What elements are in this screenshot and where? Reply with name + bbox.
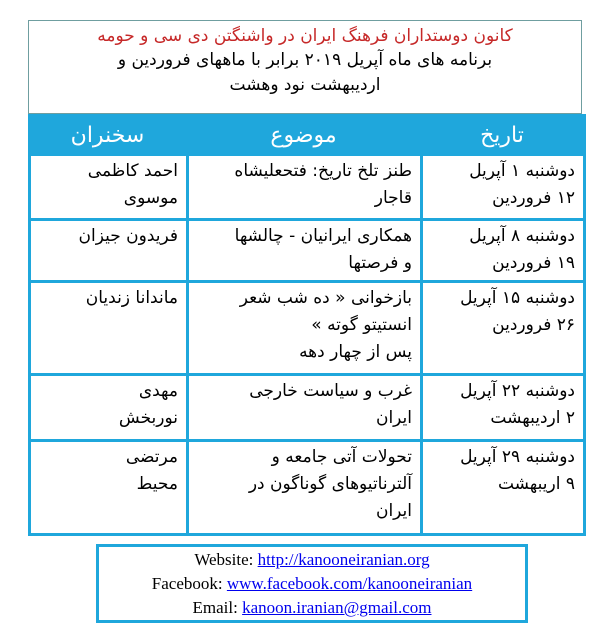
header-subtitle-line2: اردیبهشت نود وهشت bbox=[229, 75, 381, 95]
column-header-speakers: سخنران bbox=[30, 116, 188, 155]
email-line bbox=[99, 596, 525, 620]
cell-date: دوشنبه ۲۲ آپریل ۲ اردیبهشت bbox=[422, 375, 585, 441]
website-label: Website: bbox=[194, 550, 254, 569]
website-line bbox=[99, 548, 525, 572]
table-row bbox=[30, 282, 585, 375]
cell-speaker: فریدون جیزان bbox=[30, 220, 188, 282]
cell-topic: همکاری ایرانیان - چالشها و فرصتها bbox=[188, 220, 422, 282]
website-link[interactable]: http://kanooneiranian.org bbox=[257, 550, 430, 569]
column-header-date: تاریخ bbox=[422, 116, 585, 155]
cell-speaker: ماندانا زندیان bbox=[30, 282, 188, 375]
contact-info bbox=[96, 544, 528, 623]
cell-speaker: مرتضی محیط bbox=[30, 441, 188, 535]
table-header-row bbox=[30, 116, 585, 155]
cell-date: دوشنبه ۱۵ آپریل ۲۶ فروردین bbox=[422, 282, 585, 375]
email-link[interactable]: kanoon.iranian@gmail.com bbox=[242, 598, 432, 617]
cell-speaker: احمد کاظمی موسوی bbox=[30, 155, 188, 220]
table-row bbox=[30, 375, 585, 441]
table-row bbox=[30, 220, 585, 282]
facebook-link[interactable]: www.facebook.com/kanooneiranian bbox=[226, 574, 473, 593]
header-subtitle-line1: برنامه های ماه آپریل ۲۰۱۹ برابر با ماههای فروردین و bbox=[117, 50, 493, 70]
table-row bbox=[30, 155, 585, 220]
table-row bbox=[30, 441, 585, 535]
cell-topic: بازخوانی « ده شب شعر انستیتو گوته » پس از چهار دهه bbox=[188, 282, 422, 375]
facebook-line bbox=[99, 572, 525, 596]
email-label: Email: bbox=[192, 598, 238, 617]
facebook-label: Facebook: bbox=[151, 574, 223, 593]
cell-date: دوشنبه ۸ آپریل ۱۹ فروردین bbox=[422, 220, 585, 282]
program-table bbox=[28, 114, 586, 536]
cell-topic: غرب و سیاست خارجی ایران bbox=[188, 375, 422, 441]
cell-topic: تحولات آتی جامعه و آلترناتیوهای گوناگون در ایران bbox=[188, 441, 422, 535]
cell-date: دوشنبه ۲۹ آپریل ۹ اریبهشت bbox=[422, 441, 585, 535]
cell-topic: طنز تلخ تاریخ: فتحعلیشاه قاجار bbox=[188, 155, 422, 220]
cell-speaker: مهدی نوربخش bbox=[30, 375, 188, 441]
cell-date: دوشنبه ۱ آپریل ۱۲ فروردین bbox=[422, 155, 585, 220]
column-header-topic: موضوع bbox=[188, 116, 422, 155]
header-title: کانون دوستداران فرهنگ ایران در واشنگتن دی سی و حومه bbox=[97, 26, 513, 46]
program-header bbox=[28, 20, 582, 114]
